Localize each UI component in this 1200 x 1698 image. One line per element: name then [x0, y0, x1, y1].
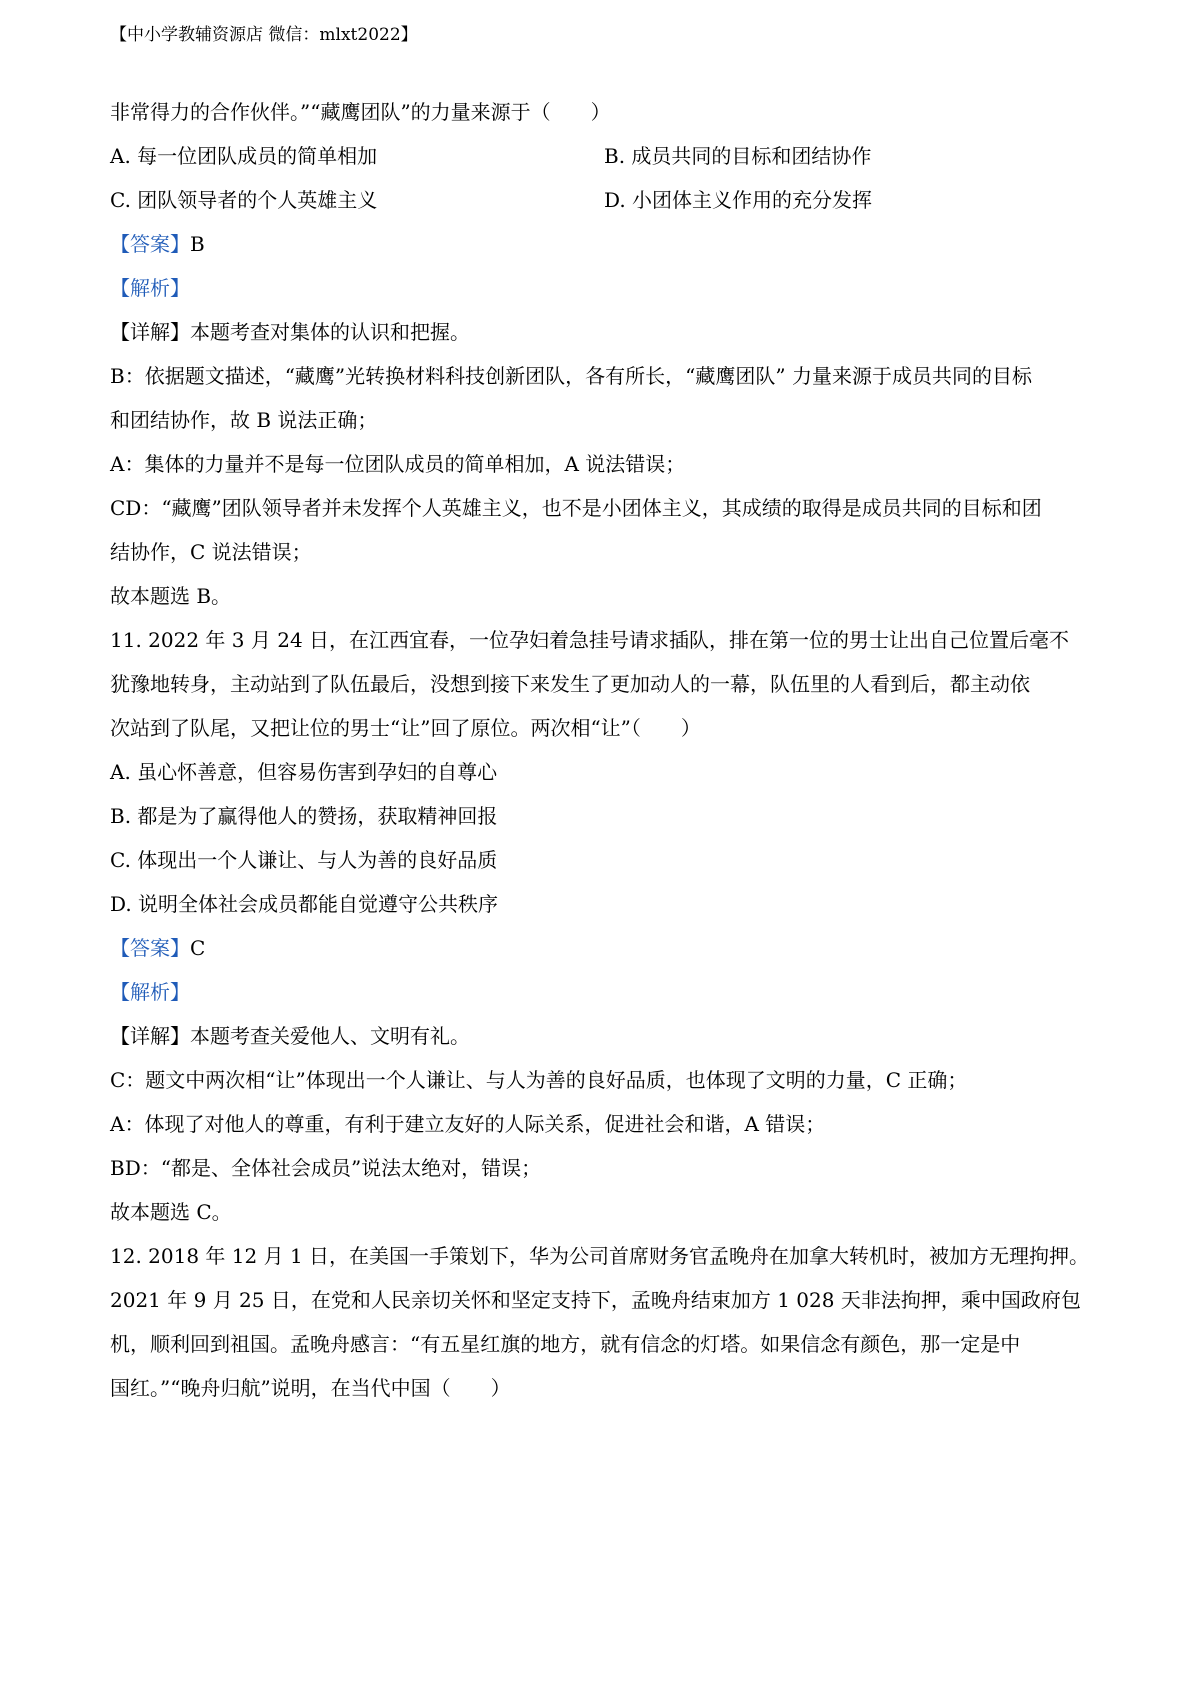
q10-answer [110, 228, 205, 257]
q10-option-c: C. 团队领导者的个人英雄主义 [110, 188, 378, 212]
q11-answer [110, 932, 205, 961]
q11-detail: 【详解】本题考查关爱他人、文明有礼。 [110, 1024, 470, 1048]
q11-option-a: A. 虽心怀善意，但容易伤害到孕妇的自尊心 [110, 760, 498, 784]
q11-option-c: C. 体现出一个人谦让、与人为善的良好品质 [110, 848, 498, 872]
q10-detail: 【详解】本题考查对集体的认识和把握。 [110, 320, 470, 344]
q11-bd-explain: BD：“都是、全体社会成员”说法太绝对，错误； [110, 1156, 542, 1180]
answer-value: B [190, 232, 205, 256]
q10-analysis-tag: 【解析】 [110, 276, 190, 300]
q10-conclusion: 故本题选 B。 [110, 584, 232, 608]
q10-cd-explain-1: CD：“藏鹰”团队领导者并未发挥个人英雄主义，也不是小团体主义，其成绩的取得是成员共同的目标和团 [110, 496, 1042, 520]
q11-option-b: B. 都是为了赢得他人的赞扬，获取精神回报 [110, 804, 498, 828]
q10-option-d: D. 小团体主义作用的充分发挥 [604, 188, 873, 212]
q10-a-explain: A：集体的力量并不是每一位团队成员的简单相加，A 说法错误； [110, 452, 686, 476]
q10-b-explain-1: B：依据题文描述，“藏鹰”光转换材料科技创新团队，各有所长，“藏鹰团队” 力量来源于成员共同的目标 [110, 364, 1032, 388]
q11-a-explain: A：体现了对他人的尊重，有利于建立友好的人际关系，促进社会和谐，A 错误； [110, 1112, 826, 1136]
q10-option-a: A. 每一位团队成员的简单相加 [110, 144, 378, 168]
q11-stem-1: 11. 2022 年 3 月 24 日，在江西宜春，一位孕妇着急挂号请求插队，排在第一位的男士让出自己位置后毫不 [110, 628, 1070, 652]
q10-cd-explain-2: 结协作，C 说法错误； [110, 540, 312, 564]
q10-option-b: B. 成员共同的目标和团结协作 [604, 144, 872, 168]
answer-tag: 【答案】 [110, 936, 190, 960]
q11-option-d: D. 说明全体社会成员都能自觉遵守公共秩序 [110, 892, 499, 916]
q11-analysis-tag: 【解析】 [110, 980, 190, 1004]
q12-stem-2: 2021 年 9 月 25 日，在党和人民亲切关怀和坚定支持下，孟晚舟结束加方 1 028 天非法拘押，乘中国政府包 [110, 1288, 1081, 1312]
q10-stem: 非常得力的合作伙伴。”“藏鹰团队”的力量来源于（ ） [110, 100, 611, 124]
q11-c-explain: C：题文中两次相“让”体现出一个人谦让、与人为善的良好品质，也体现了文明的力量，C 正确； [110, 1068, 968, 1092]
q12-stem-4: 国红。”“晚舟归航”说明，在当代中国（ ） [110, 1376, 511, 1400]
q11-conclusion: 故本题选 C。 [110, 1200, 232, 1224]
q12-stem-3: 机，顺利回到祖国。孟晚舟感言：“有五星红旗的地方，就有信念的灯塔。如果信念有颜色，那一定是中 [110, 1332, 1021, 1356]
answer-tag: 【答案】 [110, 232, 190, 256]
answer-value: C [190, 936, 206, 960]
q11-stem-2: 犹豫地转身，主动站到了队伍最后，没想到接下来发生了更加动人的一幕，队伍里的人看到后，都主动依 [110, 672, 1030, 696]
q11-stem-3: 次站到了队尾，又把让位的男士“让”回了原位。两次相“让”（ ） [110, 716, 701, 740]
q12-stem-1: 12. 2018 年 12 月 1 日，在美国一手策划下，华为公司首席财务官孟晚舟在加拿大转机时，被加方无理拘押。 [110, 1244, 1090, 1268]
q10-b-explain-2: 和团结协作，故 B 说法正确； [110, 408, 378, 432]
page-header: 【中小学教辅资源店 微信：mlxt2022】 [110, 25, 418, 45]
